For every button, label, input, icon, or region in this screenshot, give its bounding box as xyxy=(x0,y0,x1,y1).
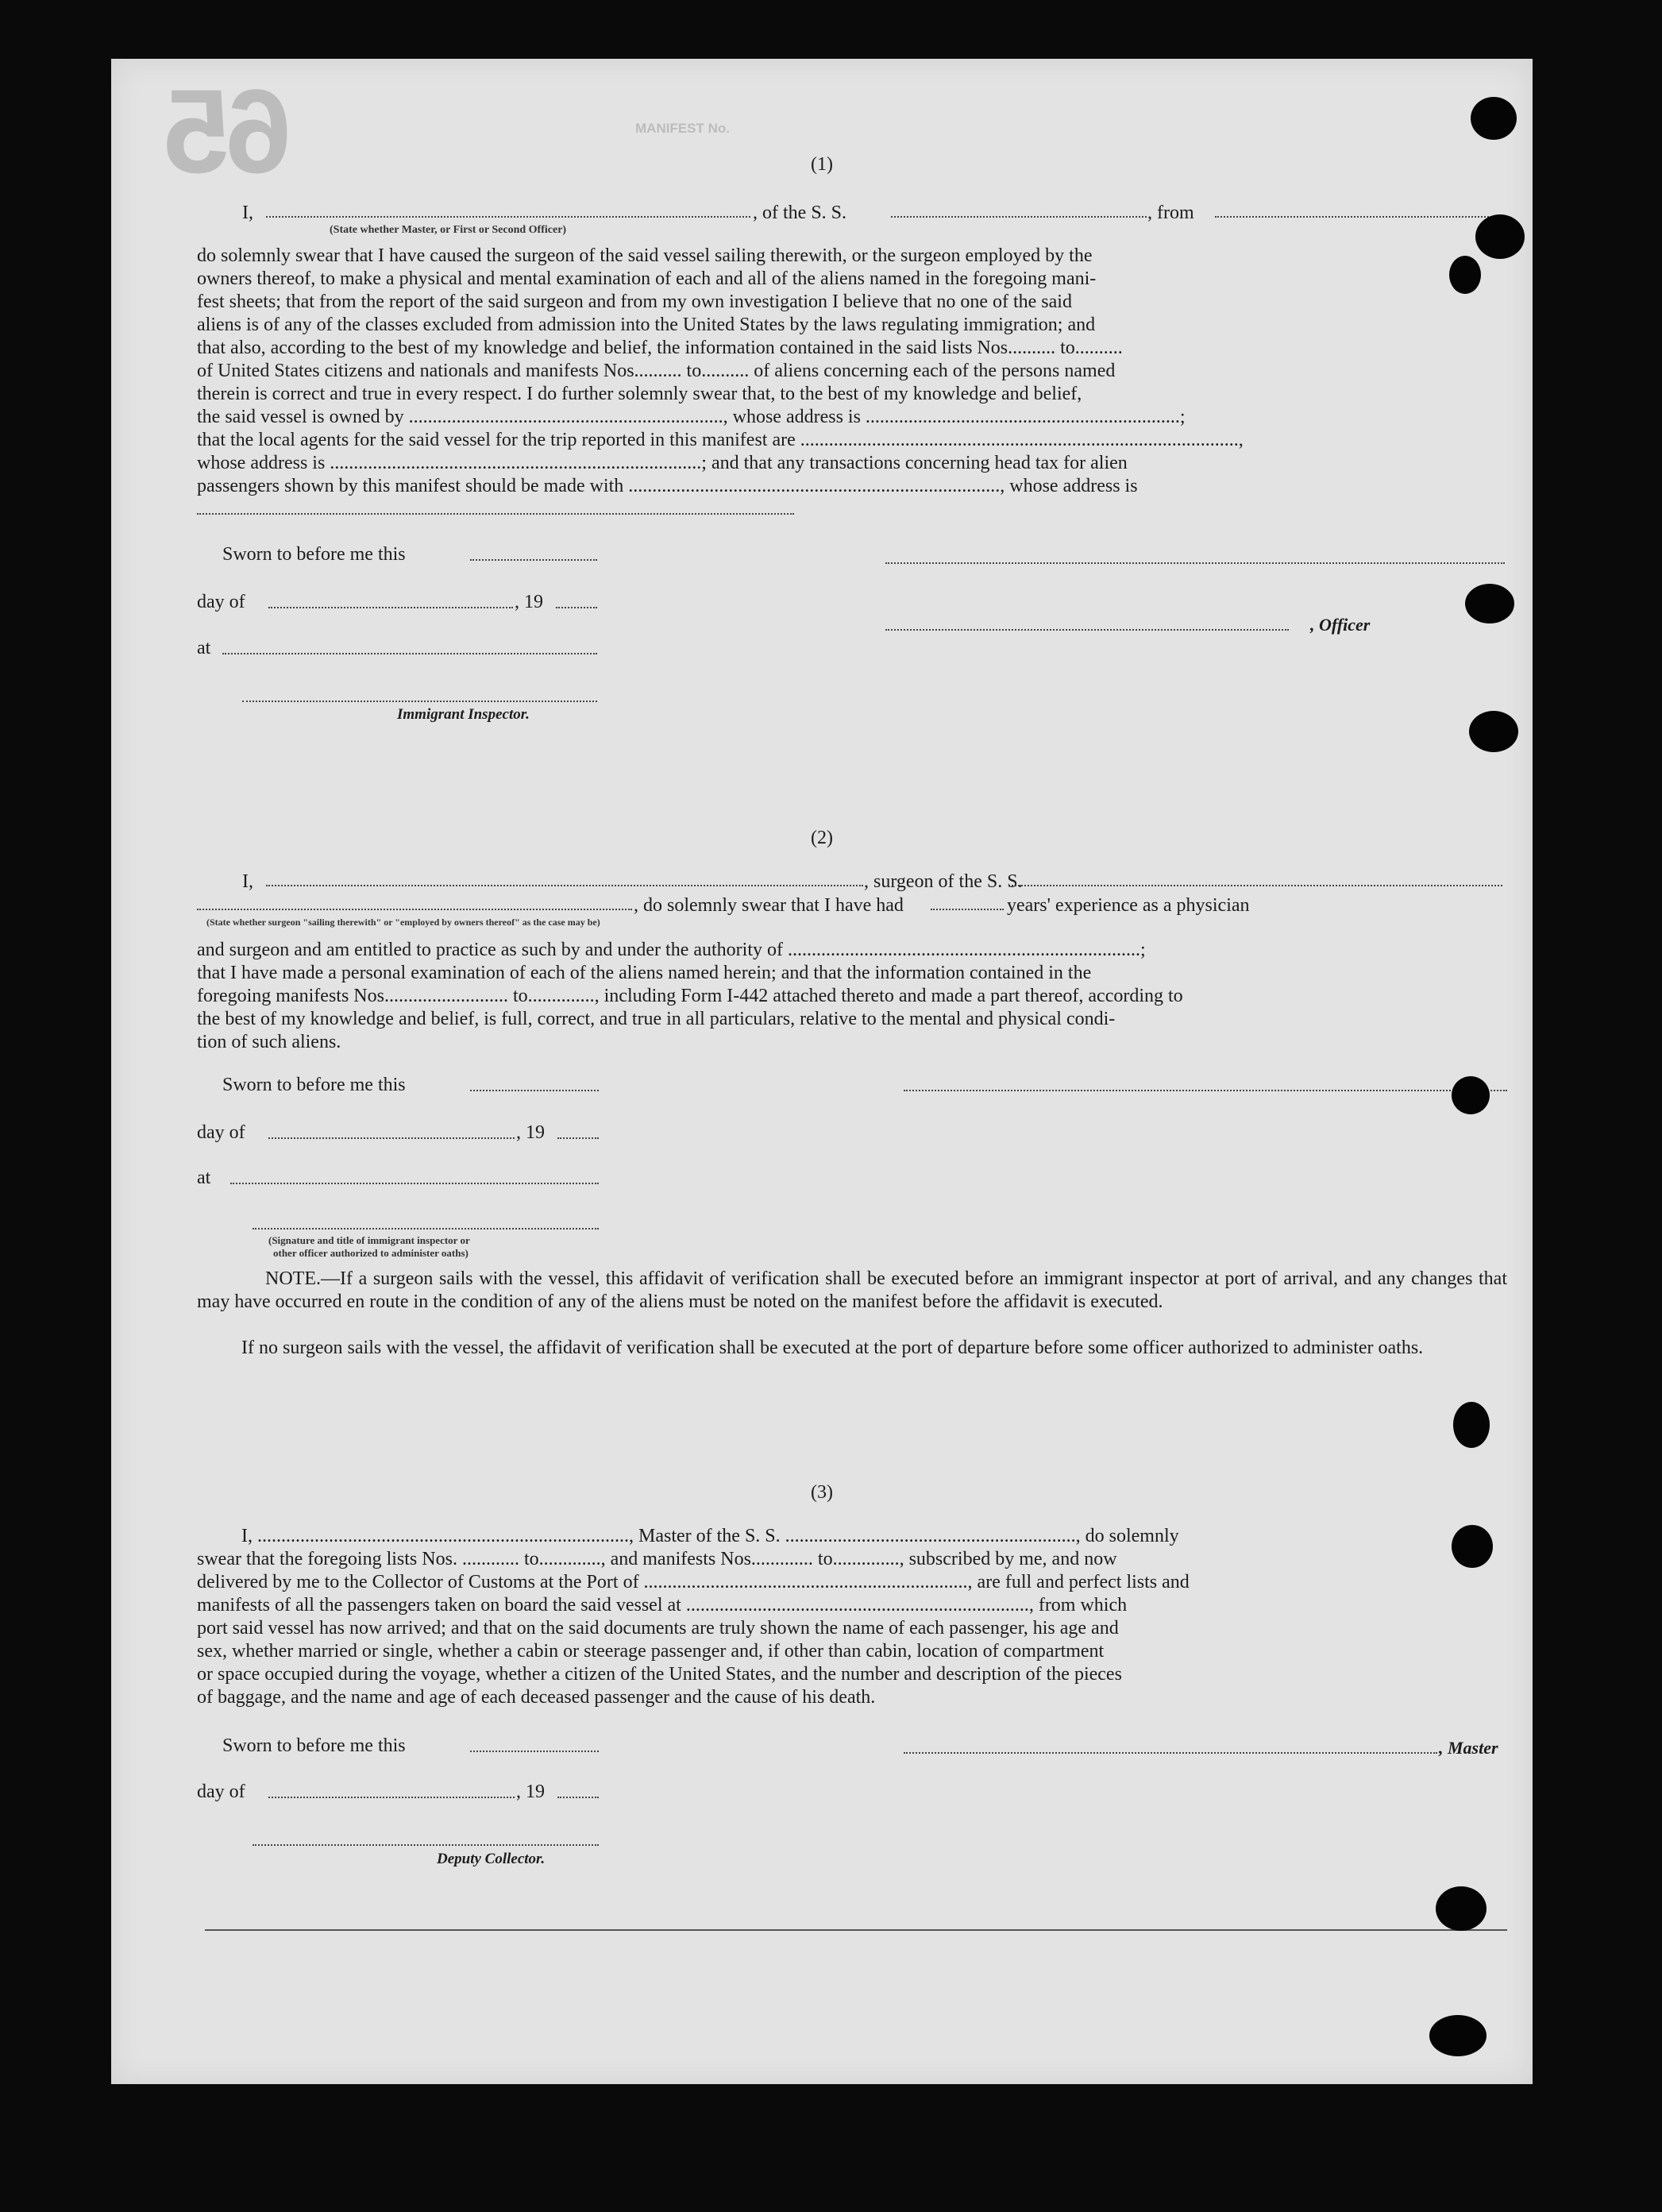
section-1-body-line: owners thereof, to make a physical and mental examination of each and all of the aliens named in the foregoing mani- xyxy=(197,268,1097,289)
section-2-sworn-label: Sworn to before me this xyxy=(222,1075,406,1095)
section-2-at-label: at xyxy=(197,1168,211,1188)
section-2-body-line: tion of such aliens. xyxy=(197,1032,341,1052)
section-1-body-line: therein is correct and true in every respect. I do further solemnly swear that, to the best of my knowledge and belief, xyxy=(197,384,1082,404)
vessel-name-line xyxy=(891,216,1147,218)
manifest-page xyxy=(111,59,1533,2084)
section-1-number: (1) xyxy=(811,154,833,175)
section-1-body-line: fest sheets; that from the report of the said surgeon and from my own investigation I believe that no one of the said xyxy=(197,291,1072,312)
section-3-year-label: , 19 xyxy=(516,1782,545,1802)
officer-rank-hint: (State whether Master, or First or Second Officer) xyxy=(330,224,567,236)
section-3-body-line: manifests of all the passengers taken on board the said vessel at ........................................................................, from which xyxy=(197,1595,1128,1616)
officer-caption: , Officer xyxy=(1310,615,1371,635)
section-2-signer-line xyxy=(253,1228,599,1230)
section-1-sworn-line xyxy=(470,559,597,561)
section-1-at-label: at xyxy=(197,638,211,658)
of-ss-label: , of the S. S. xyxy=(753,203,847,223)
section-3-body xyxy=(197,1525,1507,1709)
surgeon-of-label: , surgeon of the S. S. xyxy=(864,871,1023,892)
head-tax-continuation-line xyxy=(197,513,794,515)
punch-hole xyxy=(1452,1076,1490,1114)
punch-hole xyxy=(1449,256,1481,294)
section-1-sworn-label: Sworn to before me this xyxy=(222,544,406,565)
surgeon-name-line xyxy=(266,885,863,886)
section-3-year-line xyxy=(557,1797,599,1798)
officer-signature-line xyxy=(885,562,1505,564)
section-1-day-label: day of xyxy=(197,592,245,612)
section-1-body-line: passengers shown by this manifest should be made with .............................................................................., whose address is xyxy=(197,476,1138,496)
section-1-year-line xyxy=(556,607,597,608)
years-experience-label: years' experience as a physician xyxy=(1007,895,1250,916)
deputy-collector-caption: Deputy Collector. xyxy=(437,1851,546,1867)
section-1-at-line xyxy=(222,653,597,654)
section-3-body-line: of baggage, and the name and age of each deceased passenger and the cause of his death. xyxy=(197,1687,876,1708)
officer-title-line xyxy=(885,629,1289,631)
section-3-body-line: or space occupied during the voyage, whether a citizen of the United States, and the number and description of the pieces xyxy=(197,1664,1122,1685)
section-3-day-label: day of xyxy=(197,1782,245,1802)
bottom-rule xyxy=(205,1929,1507,1931)
section-3-body-line: swear that the foregoing lists Nos. ............ to............., and manifests Nos............. to.............., subscribed by me, and now xyxy=(197,1549,1117,1569)
section-2-body-line: foregoing manifests Nos.......................... to.............., including Form I-442 attached thereto and made a part thereof, according to xyxy=(197,986,1183,1006)
section-1-year-label: , 19 xyxy=(515,592,543,612)
section-2-body-line: the best of my knowledge and belief, is full, correct, and true in all particulars, relative to the mental and physical condi- xyxy=(197,1009,1116,1029)
section-2-body xyxy=(197,939,1507,1054)
section-2-year-line xyxy=(557,1137,599,1139)
inspector-signature-line xyxy=(242,701,597,702)
section-1-body-line: aliens is of any of the classes excluded from admission into the United States by the laws regulating immigration; and xyxy=(197,315,1096,335)
section-3-sworn-label: Sworn to before me this xyxy=(222,1735,406,1756)
collector-signature-line xyxy=(253,1844,599,1846)
section-2-body-line: that I have made a personal examination of each of the aliens named herein; and that the information contained in the xyxy=(197,963,1092,983)
section-1-body xyxy=(197,245,1507,498)
section-1-body-line: the said vessel is owned by .................................................................., whose address is ..................................................................; xyxy=(197,407,1186,427)
section-2-signer-caption-1: (Signature and title of immigrant inspector or xyxy=(268,1234,470,1246)
section-3-body-line: I, .............................................................................., Master of the S. S. ............................................................., do solemnly xyxy=(241,1526,1179,1546)
surgeon-signature-line xyxy=(904,1090,1507,1091)
years-line xyxy=(931,909,1004,910)
surgeon-status-hint: (State whether surgeon "sailing therewith" or "employed by owners thereof" as the case may be) xyxy=(206,917,600,928)
section-2-year-label: , 19 xyxy=(516,1122,545,1143)
punch-hole xyxy=(1452,1525,1493,1568)
section-1-body-line: of United States citizens and nationals and manifests Nos.......... to.......... of aliens concerning each of the persons named xyxy=(197,361,1116,381)
section-1-body-line: that the local agents for the said vessel for the trip reported in this manifest are ............................................................................................, xyxy=(197,430,1244,450)
master-signature-line xyxy=(904,1752,1437,1754)
no-surgeon-note: If no surgeon sails with the vessel, the affidavit of verification shall be executed at the port of departure before some officer authorized to administer oaths. xyxy=(241,1338,1424,1358)
section-2-day-label: day of xyxy=(197,1122,245,1143)
swear-label: , do solemnly swear that I have had xyxy=(634,895,904,916)
punch-hole xyxy=(1453,1402,1490,1448)
section-3-day-line xyxy=(268,1797,515,1798)
from-label: , from xyxy=(1147,203,1194,223)
section-3-sworn-line xyxy=(470,1751,599,1752)
manifest-no-label: MANIFEST No. xyxy=(635,121,730,136)
section-2-sworn-line xyxy=(470,1090,599,1091)
punch-hole xyxy=(1471,97,1517,140)
section-2-at-line xyxy=(230,1183,599,1184)
section-2-vessel-line xyxy=(1008,885,1502,886)
officer-name-line xyxy=(266,216,750,218)
section-2-number: (2) xyxy=(811,828,833,848)
section-2-i: I, xyxy=(242,871,253,892)
page-number-stamp: 65 xyxy=(168,64,291,198)
section-3-number: (3) xyxy=(811,1482,833,1503)
section-3-body-line: port said vessel has now arrived; and that on the said documents are truly shown the name of each passenger, his age and xyxy=(197,1618,1119,1639)
immigrant-inspector-caption: Immigrant Inspector. xyxy=(397,706,530,723)
surgeon-status-line xyxy=(197,909,632,910)
section-1-body-line: that also, according to the best of my knowledge and belief, the information contained in the said lists Nos.......... to.......... xyxy=(197,338,1123,358)
surgeon-note: NOTE.—If a surgeon sails with the vessel, this affidavit of verification shall be executed before an immigrant inspector at port of arrival, and any changes that may have occurred en route in the condition of any of the aliens must be noted on the manifest before the affidavit is executed. xyxy=(197,1268,1507,1312)
from-port-line xyxy=(1215,216,1489,218)
section-3-body-line: delivered by me to the Collector of Customs at the Port of ...................................................................., are full and perfect lists and xyxy=(197,1572,1190,1592)
section-1-body-line: do solemnly swear that I have caused the surgeon of the said vessel sailing therewith, or the surgeon employed by the xyxy=(197,245,1093,266)
section-2-signer-caption-2: other officer authorized to administer oaths) xyxy=(273,1247,469,1259)
punch-hole xyxy=(1475,214,1525,259)
section-2-day-line xyxy=(268,1137,515,1139)
section-1-body-line: whose address is ..............................................................................; and that any transactions concerning head tax for alien xyxy=(197,453,1128,473)
punch-hole xyxy=(1465,584,1514,623)
section-1-i: I, xyxy=(242,203,253,223)
section-2-body-line: and surgeon and am entitled to practice as such by and under the authority of ..........................................................................; xyxy=(197,940,1146,960)
master-caption: , Master xyxy=(1439,1738,1498,1758)
punch-hole xyxy=(1436,1886,1487,1931)
punch-hole xyxy=(1429,2015,1487,2056)
section-1-day-line xyxy=(268,607,513,608)
punch-hole xyxy=(1469,711,1518,752)
section-3-body-line: sex, whether married or single, whether a cabin or steerage passenger and, if other than cabin, location of compartment xyxy=(197,1641,1105,1662)
